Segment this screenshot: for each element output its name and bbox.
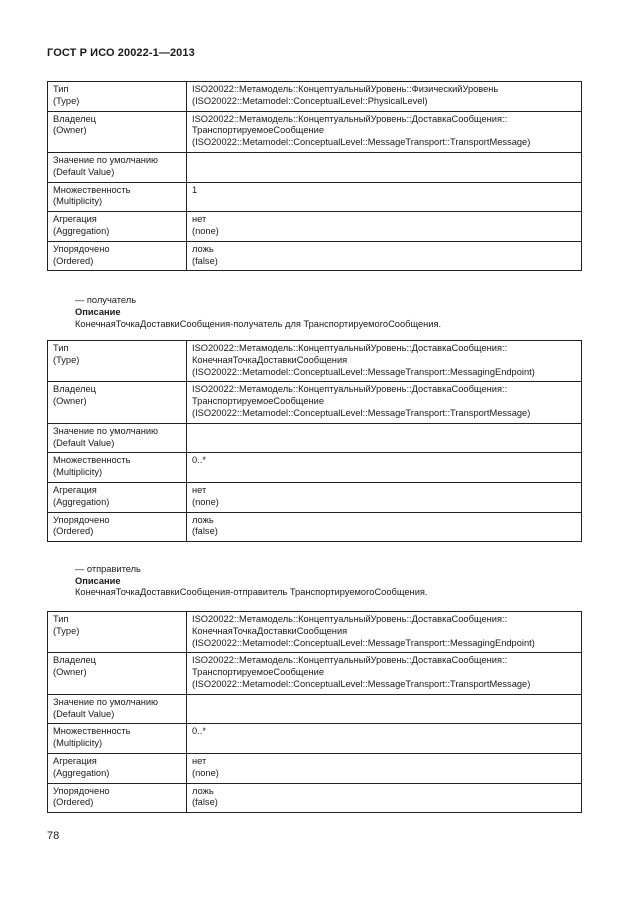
property-name-line: Упорядочено <box>53 785 110 796</box>
property-value-cell <box>187 612 582 653</box>
property-value-line: ISO20022::Метамодель::КонцептуальныйУровень::ДоставкаСообщения:: <box>192 614 508 624</box>
property-name-cell <box>48 724 187 754</box>
property-name-line: Агрегация <box>53 214 97 225</box>
property-name-line: (Owner) <box>53 396 87 407</box>
property-value-cell <box>187 382 582 423</box>
property-name-line: (Ordered) <box>53 797 94 808</box>
attribute-name: — отправитель <box>75 564 141 574</box>
property-value-cell <box>187 82 582 112</box>
property-value-line: ложь <box>192 514 214 525</box>
property-value-cell <box>187 423 582 453</box>
property-value-cell <box>187 653 582 694</box>
property-value-line: ложь <box>192 785 214 796</box>
property-name-line: Агрегация <box>53 484 97 495</box>
property-value-line: (ISO20022::Metamodel::ConceptualLevel::MessageTransport::TransportMessage) <box>192 137 531 148</box>
property-name-line: (Default Value) <box>53 437 115 448</box>
property-value-cell <box>187 152 582 182</box>
property-value-cell <box>187 512 582 542</box>
property-name-cell <box>48 482 187 512</box>
property-name-cell <box>48 182 187 212</box>
property-name-line: (Ordered) <box>53 526 94 537</box>
property-value-line: ISO20022::Метамодель::КонцептуальныйУровень::ДоставкаСообщения:: <box>192 655 508 666</box>
property-value-line: (ISO20022::Metamodel::ConceptualLevel::MessageTransport::TransportMessage) <box>192 407 531 418</box>
property-name-line: Упорядочено <box>53 514 110 525</box>
property-name-line: Тип <box>53 343 69 353</box>
table-row <box>48 341 582 382</box>
property-name-line: (Multiplicity) <box>53 738 103 749</box>
property-value-cell <box>187 453 582 483</box>
table-row <box>48 653 582 694</box>
property-name-cell <box>48 111 187 152</box>
property-name-line: Агрегация <box>53 755 97 766</box>
property-name-cell <box>48 753 187 783</box>
property-value-line: (ISO20022::Metamodel::ConceptualLevel::MessageTransport::MessagingEndpoint) <box>192 366 535 377</box>
page-number: 78 <box>47 830 60 842</box>
table-row <box>48 453 582 483</box>
property-value-line: (none) <box>192 225 219 236</box>
property-name-line: Тип <box>53 614 69 624</box>
property-value-line: нет <box>192 484 207 495</box>
table-row <box>48 111 582 152</box>
property-name-cell <box>48 423 187 453</box>
property-value-line: нет <box>192 755 207 766</box>
property-value-line: (false) <box>192 797 218 808</box>
description-text: КонечнаяТочкаДоставкиСообщения-получатель для ТранспортируемогоСообщения. <box>75 319 442 329</box>
property-value-cell <box>187 241 582 271</box>
property-name-line: (Type) <box>53 95 80 106</box>
property-name-cell <box>48 694 187 724</box>
table-row <box>48 182 582 212</box>
attribute-table-1 <box>47 81 582 271</box>
property-value-line: 0..* <box>192 726 206 737</box>
table-row <box>48 82 582 112</box>
description-heading: Описание <box>75 307 121 317</box>
property-value-line: ISO20022::Метамодель::КонцептуальныйУровень::ФизическийУровень <box>192 84 499 94</box>
property-value-line: (ISO20022::Metamodel::ConceptualLevel::MessageTransport::TransportMessage) <box>192 678 531 689</box>
property-name-line: Владелец <box>53 113 97 124</box>
property-value-line: (false) <box>192 255 218 266</box>
table-row <box>48 724 582 754</box>
property-name-line: Значение по умолчанию <box>53 425 159 436</box>
property-name-cell <box>48 653 187 694</box>
property-name-cell <box>48 512 187 542</box>
table-row <box>48 241 582 271</box>
property-name-cell <box>48 341 187 382</box>
property-name-line: Владелец <box>53 384 97 395</box>
property-name-line: (Aggregation) <box>53 767 110 778</box>
property-value-line: ТранспортируемоеСообщение <box>192 396 325 407</box>
property-name-cell <box>48 783 187 813</box>
property-name-line: (Aggregation) <box>53 225 110 236</box>
property-name-line: Значение по умолчанию <box>53 696 159 707</box>
property-name-cell <box>48 241 187 271</box>
table-row <box>48 152 582 182</box>
property-value-line: 1 <box>192 184 198 195</box>
property-name-line: (Owner) <box>53 667 87 678</box>
property-value-cell <box>187 724 582 754</box>
property-name-line: (Multiplicity) <box>53 196 103 207</box>
property-name-line: (Type) <box>53 354 80 365</box>
table-row <box>48 753 582 783</box>
document-header: ГОСТ Р ИСО 20022-1—2013 <box>47 47 195 59</box>
property-value-line: ISO20022::Метамодель::КонцептуальныйУровень::ДоставкаСообщения:: <box>192 113 508 124</box>
attribute-section-receiver <box>75 294 136 318</box>
description-text: КонечнаяТочкаДоставкиСообщения-отправитель ТранспортируемогоСообщения. <box>75 587 428 597</box>
property-value-cell <box>187 341 582 382</box>
attribute-description-sender <box>75 586 428 598</box>
property-name-line: (Type) <box>53 625 80 636</box>
property-name-line: Значение по умолчанию <box>53 154 159 165</box>
property-value-line: 0..* <box>192 455 206 466</box>
attribute-description-receiver <box>75 318 441 330</box>
table-row <box>48 482 582 512</box>
property-value-line: (none) <box>192 496 219 507</box>
property-name-line: (Multiplicity) <box>53 467 103 478</box>
property-name-line: (Default Value) <box>53 166 115 177</box>
attribute-section-sender <box>75 563 141 587</box>
attribute-name: — получатель <box>75 295 137 305</box>
property-value-line: (ISO20022::Metamodel::ConceptualLevel::PhysicalLevel) <box>192 95 428 106</box>
property-value-line: ТранспортируемоеСообщение <box>192 667 325 678</box>
property-value-cell <box>187 212 582 242</box>
table-row <box>48 783 582 813</box>
property-value-line: (ISO20022::Metamodel::ConceptualLevel::MessageTransport::MessagingEndpoint) <box>192 637 535 648</box>
property-value-line: нет <box>192 214 207 225</box>
attribute-table-2 <box>47 340 582 542</box>
property-name-cell <box>48 453 187 483</box>
property-name-line: Множественность <box>53 184 131 195</box>
property-value-cell <box>187 783 582 813</box>
property-name-line: (Aggregation) <box>53 496 110 507</box>
table-row <box>48 423 582 453</box>
property-name-line: Множественность <box>53 455 131 466</box>
property-name-cell <box>48 152 187 182</box>
table-row <box>48 212 582 242</box>
table-row <box>48 512 582 542</box>
property-name-cell <box>48 612 187 653</box>
property-value-line: КонечнаяТочкаДоставкиСообщения <box>192 625 348 636</box>
property-value-line: ложь <box>192 243 214 254</box>
property-value-cell <box>187 182 582 212</box>
property-name-line: Множественность <box>53 726 131 737</box>
description-heading: Описание <box>75 576 121 586</box>
attribute-table-3 <box>47 611 582 813</box>
property-name-cell <box>48 82 187 112</box>
property-value-cell <box>187 482 582 512</box>
property-name-line: (Default Value) <box>53 708 115 719</box>
property-value-line: ISO20022::Метамодель::КонцептуальныйУровень::ДоставкаСообщения:: <box>192 343 508 353</box>
property-name-line: Упорядочено <box>53 243 110 254</box>
property-value-line: ISO20022::Метамодель::КонцептуальныйУровень::ДоставкаСообщения:: <box>192 384 508 395</box>
property-value-cell <box>187 753 582 783</box>
property-name-line: Тип <box>53 84 69 94</box>
property-value-cell <box>187 111 582 152</box>
property-name-cell <box>48 382 187 423</box>
property-value-cell <box>187 694 582 724</box>
table-row <box>48 612 582 653</box>
property-value-line: (none) <box>192 767 219 778</box>
property-name-line: (Owner) <box>53 125 87 136</box>
property-name-line: Владелец <box>53 655 97 666</box>
property-name-line: (Ordered) <box>53 255 94 266</box>
table-row <box>48 694 582 724</box>
table-row <box>48 382 582 423</box>
property-value-line: КонечнаяТочкаДоставкиСообщения <box>192 354 348 365</box>
property-name-cell <box>48 212 187 242</box>
property-value-line: (false) <box>192 526 218 537</box>
property-value-line: ТранспортируемоеСообщение <box>192 125 325 136</box>
